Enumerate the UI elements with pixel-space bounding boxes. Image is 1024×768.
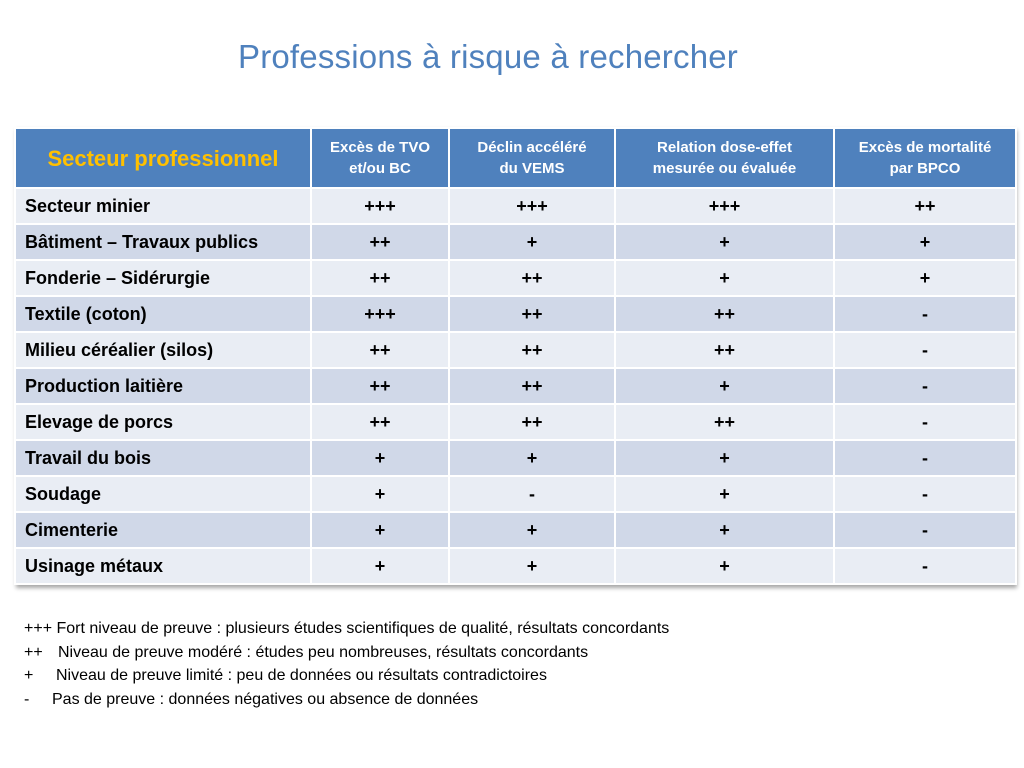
legend-text: Pas de preuve : données négatives ou absence de données <box>52 690 479 708</box>
legend-symbol: ++ <box>24 643 43 661</box>
mortality-cell: - <box>834 332 1016 368</box>
tvo-bc-cell: + <box>311 512 449 548</box>
header-tvo-bc <box>311 128 449 188</box>
table-row <box>15 296 1016 332</box>
vems-cell: ++ <box>449 260 615 296</box>
dose-effect-cell: + <box>615 440 834 476</box>
mortality-cell: - <box>834 476 1016 512</box>
table-body <box>15 188 1016 584</box>
tvo-bc-cell: ++ <box>311 404 449 440</box>
header-mortality-line1: Excès de mortalité <box>858 139 992 156</box>
mortality-cell: + <box>834 260 1016 296</box>
tvo-bc-cell: ++ <box>311 368 449 404</box>
dose-effect-cell: + <box>615 476 834 512</box>
header-sector-label: Secteur professionnel <box>47 145 279 171</box>
dose-effect-cell: ++ <box>615 296 834 332</box>
dose-effect-cell: ++ <box>615 332 834 368</box>
vems-cell: + <box>449 512 615 548</box>
page-title: Professions à risque à rechercher <box>237 38 738 75</box>
header-mortality <box>834 128 1016 188</box>
mortality-cell: - <box>834 548 1016 584</box>
risk-table <box>14 127 1017 585</box>
header-vems-line1: Déclin accéléré <box>477 139 587 156</box>
header-vems <box>449 128 615 188</box>
mortality-cell: - <box>834 440 1016 476</box>
risk-table-container <box>14 127 1015 585</box>
mortality-cell: ++ <box>834 188 1016 224</box>
legend-text: Fort niveau de preuve : plusieurs études scientifiques de qualité, résultats concordants <box>56 620 670 637</box>
legend-text: Niveau de preuve modéré : études peu nombreuses, résultats concordants <box>58 643 589 661</box>
tvo-bc-cell: +++ <box>311 296 449 332</box>
header-dose-effect <box>615 128 834 188</box>
mortality-cell: - <box>834 404 1016 440</box>
sector-cell: Production laitière <box>15 368 311 404</box>
dose-effect-cell: + <box>615 224 834 260</box>
dose-effect-cell: + <box>615 368 834 404</box>
vems-cell: ++ <box>449 404 615 440</box>
tvo-bc-cell: + <box>311 548 449 584</box>
table-row <box>15 332 1016 368</box>
mortality-cell: - <box>834 368 1016 404</box>
vems-cell: + <box>449 224 615 260</box>
header-tvo-bc-line1: Excès de TVO <box>329 139 431 156</box>
dose-effect-cell: + <box>615 512 834 548</box>
mortality-cell: - <box>834 296 1016 332</box>
header-dose-effect-line2: mesurée ou évaluée <box>652 160 797 177</box>
table-header <box>15 128 1016 188</box>
dose-effect-cell: ++ <box>615 404 834 440</box>
header-sector <box>15 128 311 188</box>
table-row <box>15 476 1016 512</box>
vems-cell: +++ <box>449 188 615 224</box>
sector-cell: Textile (coton) <box>15 296 311 332</box>
sector-cell: Fonderie – Sidérurgie <box>15 260 311 296</box>
vems-cell: - <box>449 476 615 512</box>
header-mortality-line2: par BPCO <box>889 160 961 177</box>
table-row <box>15 440 1016 476</box>
legend-item-none <box>24 688 669 712</box>
sector-cell: Soudage <box>15 476 311 512</box>
mortality-cell: - <box>834 512 1016 548</box>
table-row <box>15 260 1016 296</box>
tvo-bc-cell: + <box>311 476 449 512</box>
header-row <box>15 128 1016 188</box>
sector-cell: Milieu céréalier (silos) <box>15 332 311 368</box>
dose-effect-cell: + <box>615 260 834 296</box>
legend-symbol: + <box>24 667 34 684</box>
sector-cell: Elevage de porcs <box>15 404 311 440</box>
table-row <box>15 548 1016 584</box>
legend <box>24 617 669 711</box>
table-row <box>15 512 1016 548</box>
legend-item-strong <box>24 617 669 641</box>
vems-cell: + <box>449 548 615 584</box>
table-row <box>15 404 1016 440</box>
header-dose-effect-line1: Relation dose-effet <box>656 139 792 156</box>
sector-cell: Secteur minier <box>15 188 311 224</box>
tvo-bc-cell: ++ <box>311 332 449 368</box>
dose-effect-cell: +++ <box>615 188 834 224</box>
table-row <box>15 224 1016 260</box>
legend-text: Niveau de preuve limité : peu de données ou résultats contradictoires <box>56 667 547 684</box>
vems-cell: ++ <box>449 368 615 404</box>
sector-cell: Travail du bois <box>15 440 311 476</box>
vems-cell: + <box>449 440 615 476</box>
header-tvo-bc-line2: et/ou BC <box>349 160 411 177</box>
tvo-bc-cell: ++ <box>311 260 449 296</box>
legend-item-limited <box>24 664 669 688</box>
header-vems-line2: du VEMS <box>499 160 565 177</box>
tvo-bc-cell: ++ <box>311 224 449 260</box>
mortality-cell: + <box>834 224 1016 260</box>
tvo-bc-cell: + <box>311 440 449 476</box>
table-row <box>15 188 1016 224</box>
tvo-bc-cell: +++ <box>311 188 449 224</box>
legend-item-moderate <box>24 641 669 665</box>
legend-symbol: +++ <box>24 620 53 637</box>
legend-symbol: - <box>24 690 30 708</box>
sector-cell: Bâtiment – Travaux publics <box>15 224 311 260</box>
sector-cell: Cimenterie <box>15 512 311 548</box>
sector-cell: Usinage métaux <box>15 548 311 584</box>
vems-cell: ++ <box>449 296 615 332</box>
vems-cell: ++ <box>449 332 615 368</box>
table-row <box>15 368 1016 404</box>
dose-effect-cell: + <box>615 548 834 584</box>
